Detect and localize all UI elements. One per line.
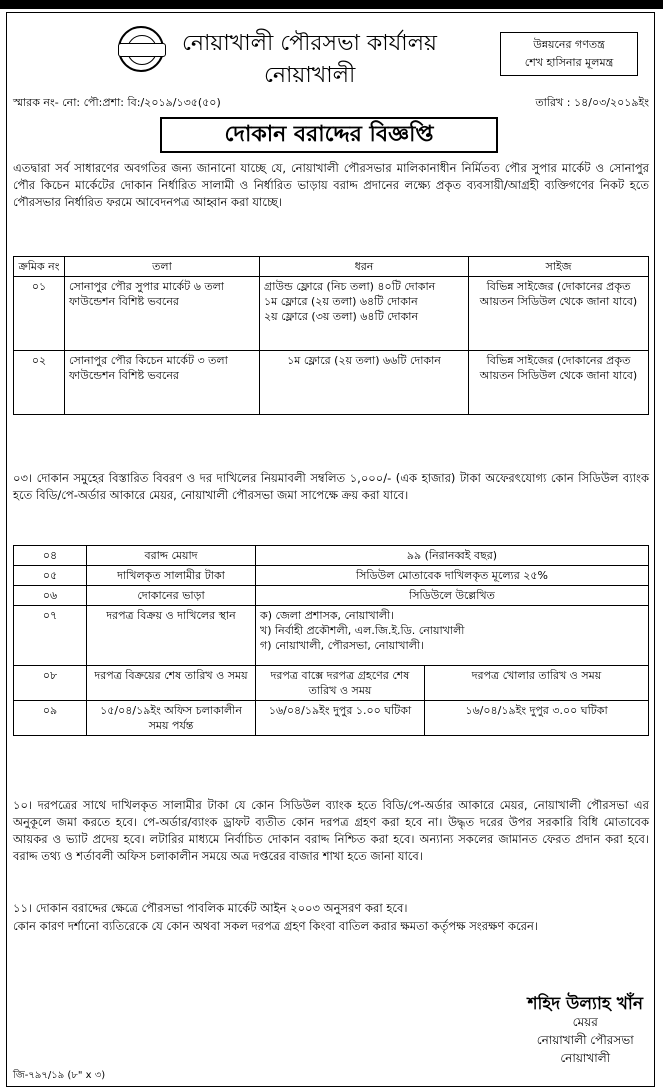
row-value: সিডিউলে উল্লেখিত xyxy=(256,586,649,606)
row-serial: ০২ xyxy=(14,351,65,415)
row-right: দরপত্র খোলার তারিখ ও সময় xyxy=(425,666,649,701)
row-mid: দরপত্র বাক্সে দরপত্র গ্রহণের শেষ তারিখ ও সময় xyxy=(256,666,425,701)
row-floor: সোনাপুর পৌর কিচেন মার্কেট ৩ তলা ফাউন্ডেশন বিশিষ্ট ভবনের xyxy=(65,351,260,415)
memo-number: স্মারক নং- নো: পৌ:প্রশা: বি:/২০১৯/১৩৫(৫০) xyxy=(13,96,221,109)
row-size: বিভিন্ন সাইজের (দোকানের প্রকৃত আয়তন সিডিউল থেকে জানা যাবে) xyxy=(469,351,649,415)
table-header-row xyxy=(14,257,649,277)
row-serial: ০৪ xyxy=(14,546,87,566)
row-serial: ০৭ xyxy=(14,606,87,666)
row-label: বরাদ্দ মেয়াদ xyxy=(87,546,256,566)
row-serial: ০৫ xyxy=(14,566,87,586)
table-row xyxy=(14,566,649,586)
paragraph-03: ০৩। দোকান সমুহের বিস্তারিত বিবরণ ও দর দাখিলের নিয়মাবলী সম্বলিত ১,০০০/- (এক হাজার) টাকা অফেরৎযোগ্য কোন সিডিউল ব্যাংক হতে বিডি/পে-অর্ডার আকারে মেয়র, নোয়াখালী পৌরসভা জমা সাপেক্ষে ক্রয় করা যাবে। xyxy=(13,471,649,502)
table-row xyxy=(14,277,649,351)
row-label: দরপত্র বিক্রয়ের শেষ তারিখ ও সময় xyxy=(87,666,256,701)
row-serial: ০৯ xyxy=(14,701,87,736)
office-title: নোয়াখালী পৌরসভা কার্যালয় xyxy=(182,31,438,56)
row-value: ৯৯ (নিরানব্বই বছর) xyxy=(256,546,649,566)
table-row xyxy=(14,606,649,666)
table-row xyxy=(14,351,649,415)
table-row xyxy=(14,666,649,701)
row-value: সিডিউল মোতাবেক দাখিলকৃত মূল্যের ২৫% xyxy=(256,566,649,586)
row-type: ১ম ফ্লোরে (২য় তলা) ৬৬টি দোকান xyxy=(260,351,469,415)
paragraph-11: ১১। দোকান বরাদ্দের ক্ষেত্রে পৌরসভা পাবলিক মার্কেট আইন ২০০৩ অনুসরণ করা হবে। xyxy=(13,901,408,915)
col-header-type: ধরন xyxy=(260,257,469,277)
place-line: গ) নোয়াখালী, পৌরসভা, নোয়াখালী। xyxy=(260,639,424,652)
place-line: ক) জেলা প্রশাসক, নোয়াখালী। xyxy=(260,609,395,622)
signatory-designation: মেয়র xyxy=(572,1015,598,1029)
shop-allocation-table xyxy=(13,256,649,415)
slogan-line-1: উন্নয়নের গণতন্ত্র xyxy=(533,38,605,51)
row-label: দাখিলকৃত সালামীর টাকা xyxy=(87,566,256,586)
col-header-size: সাইজ xyxy=(469,257,649,277)
table-row xyxy=(14,546,649,566)
row-type-line: ১ম ফ্লোরে (২য় তলা) ৬৪টি দোকান xyxy=(264,295,418,308)
signatory-name: শহিদ উল্যাহ খাঁন xyxy=(527,994,643,1014)
table-row xyxy=(14,586,649,606)
col-header-floor: তলা xyxy=(65,257,260,277)
row-serial: ০৮ xyxy=(14,666,87,701)
slogan-line-2: শেখ হাসিনার মূলমন্ত্র xyxy=(524,56,614,69)
col-header-serial: ক্রমিক নং xyxy=(14,257,65,277)
top-black-bar xyxy=(0,0,663,9)
row-mid: ১৬/০৪/১৯ইং দুপুর ১.০০ ঘটিকা xyxy=(256,701,425,736)
intro-paragraph: এতদ্বারা সর্ব সাধারণের অবগতির জন্য জানানো যাচ্ছে যে, নোয়াখালী পৌরসভার মালিকানাধীন নির্মিতব্য পৌর সুপার মার্কেট ও সোনাপুর পৌর কিচেন মার্কেটের দোকান নির্ধারিত সালামী ও নির্ধারিত ভাড়ায় বরাদ্দ প্রদানের লক্ষ্যে প্রকৃত ব্যবসায়ী/আগ্রহী ব্যক্তিগণের নিকট হতে পৌরসভার নির্ধারিত ফরমে আবেদনপত্র আহ্বান করা যাচ্ছে। xyxy=(13,161,649,209)
notice-date: তারিখ : ১৪/০৩/২০১৯ইং xyxy=(535,96,649,109)
row-type-line: গ্রাউন্ড ফ্লোরে (নিচ তলা) ৪০টি দোকান xyxy=(264,280,436,293)
paragraph-12: কোন কারণ দর্শানো ব্যতিরেকে যে কোন অথবা সকল দরপত্র গ্রহণ কিংবা বাতিল করার ক্ষমতা কর্তৃপক্ষ সংরক্ষণ করেন। xyxy=(13,919,538,933)
row-serial: ০১ xyxy=(14,277,65,351)
row-type-line: ২য় ফ্লোরে (৩য় তলা) ৬৪টি দোকান xyxy=(264,310,419,323)
signatory-place: নোয়াখালী xyxy=(560,1051,611,1065)
row-serial: ০৬ xyxy=(14,586,87,606)
row-label: ১৫/০৪/১৯ইং অফিস চলাকালীন সময় পর্যন্ত xyxy=(87,701,256,736)
row-type xyxy=(260,277,469,351)
row-value xyxy=(256,606,649,666)
row-floor: সোনাপুর পৌর সুপার মার্কেট ৬ তলা ফাউন্ডেশন বিশিষ্ট ভবনের xyxy=(65,277,260,351)
office-location: নোয়াখালী xyxy=(264,63,356,88)
signature-block xyxy=(527,995,643,1067)
tender-terms-table xyxy=(13,545,649,736)
row-size: বিভিন্ন সাইজের (দোকানের প্রকৃত আয়তন সিডিউল থেকে জানা যাবে) xyxy=(469,277,649,351)
signatory-org: নোয়াখালী পৌরসভা xyxy=(536,1033,634,1047)
slogan-box xyxy=(500,32,638,76)
row-label: দোকানের ভাড়া xyxy=(87,586,256,606)
municipality-seal-icon xyxy=(118,26,164,72)
notice-banner: দোকান বরাদ্দের বিজ্ঞপ্তি xyxy=(160,117,498,153)
footer-reference: জি-৭৯৭/১৯ (৮" x ৩) xyxy=(13,1070,106,1081)
table-row xyxy=(14,701,649,736)
paragraph-10: ১০। দরপত্রের সাথে দাখিলকৃত সালামীর টাকা যে কোন সিডিউল ব্যাংক হতে বিডি/পে-অর্ডার আকারে মেয়র, নোয়াখালী পৌরসভা এর অনুকূলে জমা করতে হবে। পে-অর্ডার/ব্যাংক ড্রাফট ব্যতীত কোন দরপত্র গ্রহণ করা হবে না। উদ্ধৃত দরের উপর সরকারি বিধি মোতাবেক আয়কর ও ভ্যাট প্রদেয় হবে। লটারির মাধ্যমে নির্বাচিত দোকান বরাদ্দ নিশ্চিত করা হবে। অন্যান্য সকলের জামানত ফেরত প্রদান করা হবে। বরাদ্দ তথ্য ও শর্তাবলী অফিস চলাকালীন সময়ে অত্র দপ্তরের বাজার শাখা হতে জানা যাবে। xyxy=(13,798,649,863)
place-line: খ) নির্বাহী প্রকৌশলী, এল.জি.ই.ডি. নোয়াখালী xyxy=(260,624,465,637)
row-label: দরপত্র বিক্রয় ও দাখিলের স্থান xyxy=(87,606,256,666)
row-right: ১৬/০৪/১৯ইং দুপুর ৩.০০ ঘটিকা xyxy=(425,701,649,736)
